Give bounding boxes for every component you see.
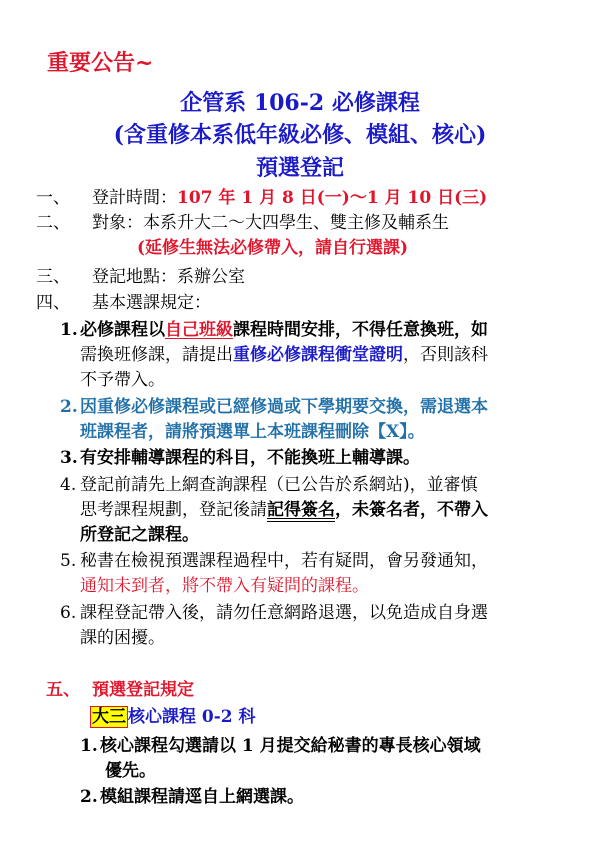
rule-text: 必修課程以 (80, 320, 165, 340)
section-2 (36, 208, 449, 233)
rule-5-line-1 (60, 546, 488, 571)
rule-number: 1. (60, 320, 78, 340)
section-2-note: (延修生無法必修帶入，請自行選課) (137, 238, 409, 258)
rule-6-line-2: 課的困擾。 (80, 628, 165, 648)
rule-2-line-1 (60, 392, 488, 417)
rule-number: 2. (60, 397, 78, 417)
conflict-proof-emphasis: 重修必修課程衝堂證明 (233, 345, 403, 365)
item-number: 1. (80, 736, 98, 756)
rule-1-line-1 (60, 315, 488, 340)
section-5-subheading (90, 702, 256, 727)
section-label: 登計時間： (92, 188, 177, 208)
section-label: 登記地點：系辦公室 (92, 267, 245, 287)
section-5-item-2 (80, 782, 304, 807)
rule-text: ，否則該科 (403, 345, 488, 365)
section-label: 預選登記規定 (92, 680, 194, 700)
core-course-range: 核心課程 0-2 科 (128, 707, 256, 727)
item-number: 2. (80, 787, 98, 807)
section-number: 一、 (36, 188, 70, 208)
registration-period: 107 年 1 月 8 日(一)～1 月 10 日(三) (177, 188, 488, 208)
rule-1-line-3: 不予帶入。 (80, 370, 165, 390)
rule-text: 有安排輔導課程的科目，不能換班上輔導課。 (80, 448, 420, 468)
rule-text: 因重修必修課程或已經修過或下學期要交換，需退選本 (80, 397, 488, 417)
rule-text: 秘書在檢視預選課程過程中，若有疑問，會另發通知， (80, 551, 488, 571)
section-1 (36, 183, 487, 208)
year-tag: 大三 (92, 707, 126, 727)
rule-text: 課程登記帶入後，請勿任意網路退選，以免造成自身選 (80, 603, 488, 623)
rule-4-line-1 (60, 470, 478, 495)
rule-2-line-2: 班課程者，請將預選單上本班課程刪除【X】。 (80, 422, 425, 442)
rule-text: 需換班修課，請提出 (80, 345, 233, 365)
section-number: 二、 (36, 213, 70, 233)
title-line-2: (含重修本系低年級必修、模組、核心) (113, 122, 487, 148)
rule-1-line-2 (80, 340, 488, 365)
item-text: 核心課程勾選請以 1 月提交給秘書的專長核心領域 (100, 736, 481, 756)
section-3 (36, 262, 245, 287)
section-number: 五、 (46, 680, 80, 700)
rule-number: 3. (60, 448, 78, 468)
rule-4-line-2 (80, 495, 488, 520)
section-5-item-1-line-2: 優先。 (105, 761, 156, 781)
rule-number: 4. (60, 475, 77, 495)
section-5-item-1-line-1 (80, 731, 481, 756)
title-line-3: 預選登記 (255, 155, 344, 181)
signature-emphasis: 記得簽名 (267, 500, 335, 520)
rule-number: 5. (60, 551, 77, 571)
rule-3 (60, 443, 420, 468)
rule-text: ，未簽名者，不帶入 (335, 500, 488, 520)
rule-text: 登記前請先上網查詢課程（已公告於系網站)，並審慎 (80, 475, 478, 495)
rule-text: 課程時間安排，不得任意換班，如 (233, 320, 488, 340)
item-text: 模組課程請逕自上網選課。 (100, 787, 304, 807)
rule-4-line-3: 所登記之課程。 (80, 525, 199, 545)
notice-title: 重要公告~ (47, 50, 154, 76)
section-label: 對象：本系升大二～大四學生、雙主修及輔系生 (92, 213, 449, 233)
rule-text: 思考課程規劃，登記後請 (80, 500, 267, 520)
section-5 (46, 675, 194, 700)
section-number: 四、 (36, 293, 70, 313)
rule-number: 6. (60, 603, 77, 623)
section-4 (36, 288, 211, 313)
rule-6-line-1 (60, 598, 488, 623)
section-label: 基本選課規定： (92, 293, 211, 313)
rule-5-line-2: 通知未到者，將不帶入有疑問的課程。 (80, 576, 369, 596)
own-class-emphasis: 自己班級 (165, 320, 233, 340)
title-line-1: 企管系 106-2 必修課程 (180, 90, 420, 116)
section-number: 三、 (36, 267, 70, 287)
